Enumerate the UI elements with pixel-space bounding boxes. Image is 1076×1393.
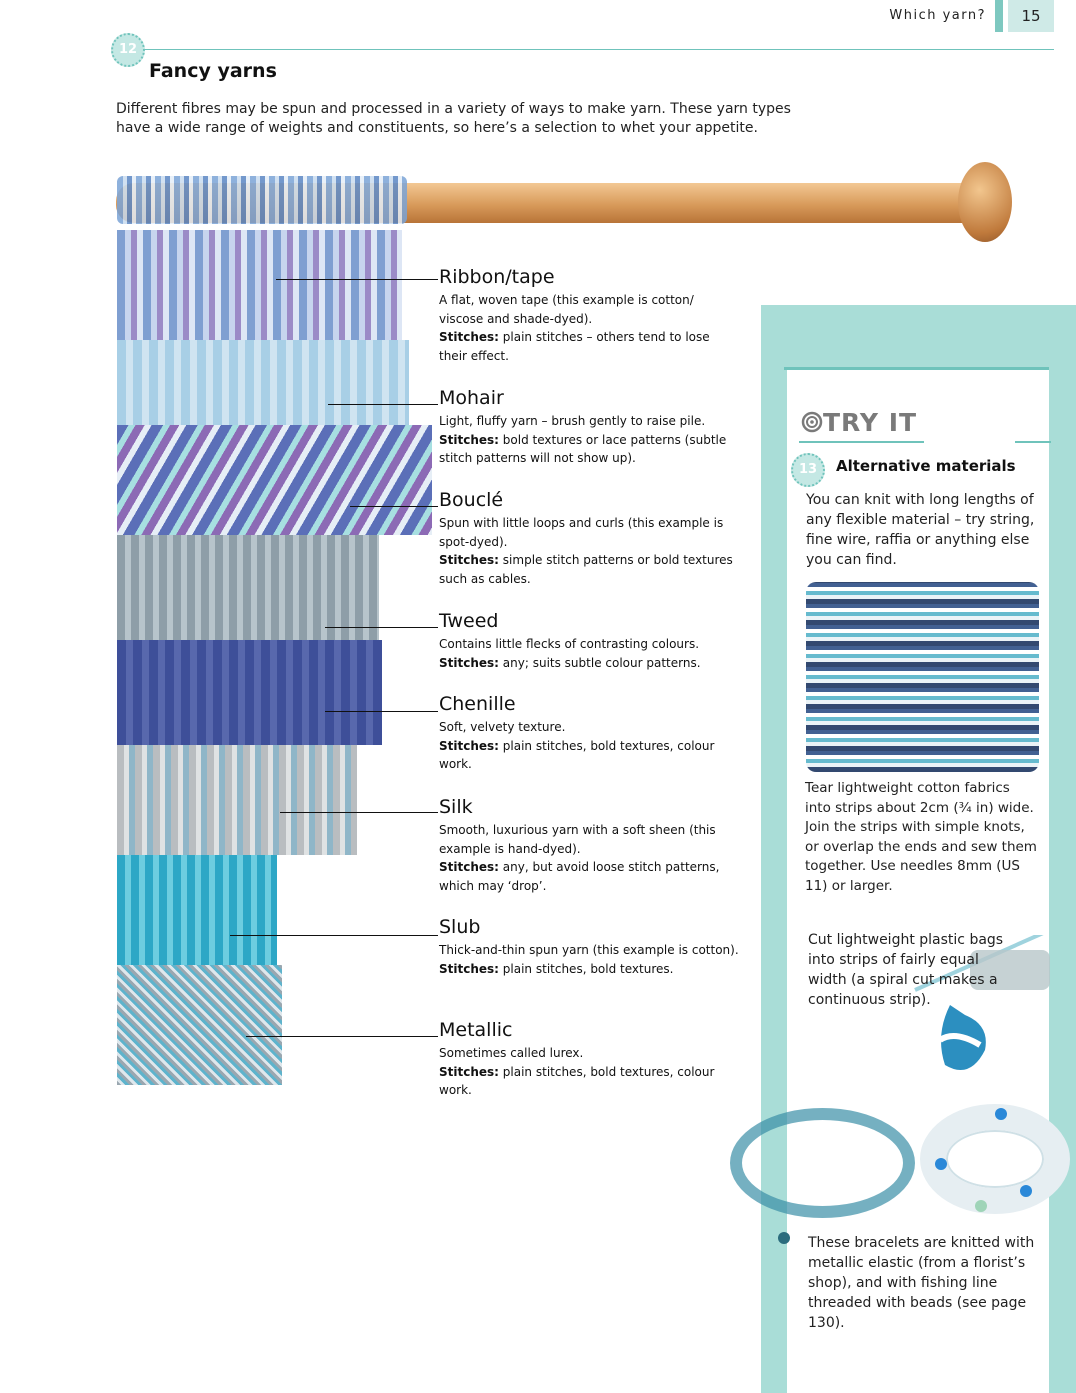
try-it-intro: You can knit with long lengths of any flexible material – try string, fine wire, raffia or anything else you can find. [806, 492, 1035, 568]
leader-slub [230, 935, 438, 936]
knitting-needle-knob [958, 162, 1012, 242]
tip-number-badge: 13 [791, 453, 825, 487]
try-it-title: Alternative materials [836, 457, 1016, 475]
stitches-text: bold textures or lace patterns (subtle stitch patterns will not show up). [439, 432, 727, 465]
yarn-label-mohair [439, 386, 739, 468]
swatch-band-chenille [117, 640, 382, 745]
swatch-band-ribbon [117, 230, 402, 340]
leader-silk [280, 812, 438, 813]
plastic-caption: Cut lightweight plastic bags into strips of fairly equal width (a spiral cut makes a continuous strip). [808, 932, 1004, 1008]
try-it-heading [801, 408, 917, 437]
yarn-description [439, 1044, 739, 1100]
swatch-band-slub [117, 855, 277, 965]
swatch-band-tweed [117, 535, 379, 640]
yarn-description [439, 821, 739, 895]
leader-tweed [325, 627, 438, 628]
leader-boucle [350, 506, 438, 507]
section-number-badge: 12 [111, 33, 145, 67]
section-title: Fancy yarns [149, 60, 277, 82]
page-number: 15 [1008, 0, 1054, 32]
yarn-name: Tweed [439, 610, 499, 632]
stitches-text: plain stitches, bold textures, colour work. [439, 738, 715, 771]
yarn-name: Chenille [439, 693, 516, 715]
stitches-text: plain stitches, bold textures, colour work. [439, 1064, 715, 1097]
stitches-text: simple stitch patterns or bold textures such as cables. [439, 553, 733, 586]
fabric-caption: Tear lightweight cotton fabrics into strips about 2cm (¾ in) wide. Join the strips with simple knots, or overlap the ends and sew them together. Use needles 8mm (US 11) or larger. [805, 780, 1037, 894]
bead [975, 1200, 987, 1212]
stitches-label: Stitches: [439, 961, 499, 976]
yarn-name: Metallic [439, 1019, 513, 1041]
stitches-label: Stitches: [439, 553, 499, 567]
leader-ribbon [276, 279, 438, 280]
header-accent-bar [995, 0, 1003, 32]
stitches-label: Stitches: [439, 330, 499, 344]
yarn-sample-swatch [117, 180, 447, 1085]
intro-paragraph [116, 100, 796, 138]
yarn-description [439, 514, 739, 588]
yarn-description [439, 412, 739, 468]
leader-metallic [246, 1036, 438, 1037]
fabric-strip-knitting-image [806, 582, 1039, 772]
yarn-name: Ribbon/tape [439, 266, 555, 288]
stitches-label: Stitches: [439, 738, 499, 753]
running-head: Which yarn? [889, 8, 986, 23]
yarn-name: Bouclé [439, 489, 504, 511]
stitches-label: Stitches: [439, 432, 499, 447]
stitches-text: plain stitches, bold textures. [502, 961, 674, 976]
bracelet-caption: These bracelets are knitted with metallic elastic (from a florist’s shop), and with fishing line threaded with beads (see page 130). [808, 1235, 1035, 1331]
yarn-label-tweed [439, 609, 739, 672]
cast-on-stitches [117, 176, 407, 224]
stitches-text: any; suits subtle colour patterns. [502, 655, 701, 670]
yarn-description [439, 941, 739, 978]
try-it-rule-left [799, 441, 924, 443]
leader-mohair [328, 404, 438, 405]
yarn-desc-text: Thick-and-thin spun yarn (this example is cotton). [439, 943, 739, 957]
try-it-rule-right [1015, 441, 1051, 443]
stitches-text: plain stitches – others tend to lose their effect. [439, 330, 710, 363]
intro-line-2: have a wide range of weights and constituents, so here’s a selection to whet your appetite. [116, 120, 758, 136]
yarn-description [439, 718, 739, 774]
yarn-desc-text: Light, fluffy yarn – brush gently to raise pile. [439, 414, 706, 428]
bead [995, 1108, 1007, 1120]
stitches-label: Stitches: [439, 655, 499, 670]
stitches-label: Stitches: [439, 1064, 499, 1079]
yarn-label-boucle [439, 488, 739, 588]
try-it-top-rule [784, 367, 1049, 370]
yarn-name: Mohair [439, 387, 504, 409]
leader-chenille [325, 711, 438, 712]
metallic-elastic-bracelet-image [730, 1108, 915, 1218]
yarn-label-slub [439, 915, 739, 978]
swatch-band-silk [117, 745, 357, 855]
try-it-label: TRY IT [823, 408, 918, 437]
yarn-desc-text: Smooth, luxurious yarn with a soft sheen (this example is hand-dyed). [439, 823, 716, 856]
yarn-desc-text: A flat, woven tape (this example is cotton/ viscose and shade-dyed). [439, 293, 694, 326]
yarn-name: Silk [439, 796, 473, 818]
bead [778, 1232, 790, 1244]
yarn-desc-text: Spun with little loops and curls (this example is spot-dyed). [439, 516, 724, 549]
intro-line-1: Different fibres may be spun and processed in a variety of ways to make yarn. These yarn types [116, 101, 791, 117]
yarn-description [439, 635, 739, 672]
yarn-label-silk [439, 795, 739, 895]
yarn-desc-text: Sometimes called lurex. [439, 1046, 584, 1060]
spiral-icon [801, 411, 823, 433]
stitches-label: Stitches: [439, 860, 499, 874]
bead [935, 1158, 947, 1170]
yarn-name: Slub [439, 916, 481, 938]
swatch-band-metallic [117, 965, 282, 1085]
yarn-description [439, 291, 739, 365]
yarn-label-metallic [439, 1018, 739, 1100]
yarn-label-ribbon [439, 265, 739, 365]
yarn-desc-text: Soft, velvety texture. [439, 720, 566, 734]
yarn-desc-text: Contains little flecks of contrasting colours. [439, 637, 700, 651]
swatch-band-mohair [117, 340, 409, 425]
stitches-text: any, but avoid loose stitch patterns, which may ‘drop’. [439, 860, 720, 893]
bead [1020, 1185, 1032, 1197]
yarn-label-chenille [439, 692, 739, 774]
header-rule [128, 49, 1054, 50]
swatch-band-boucle [117, 425, 432, 535]
